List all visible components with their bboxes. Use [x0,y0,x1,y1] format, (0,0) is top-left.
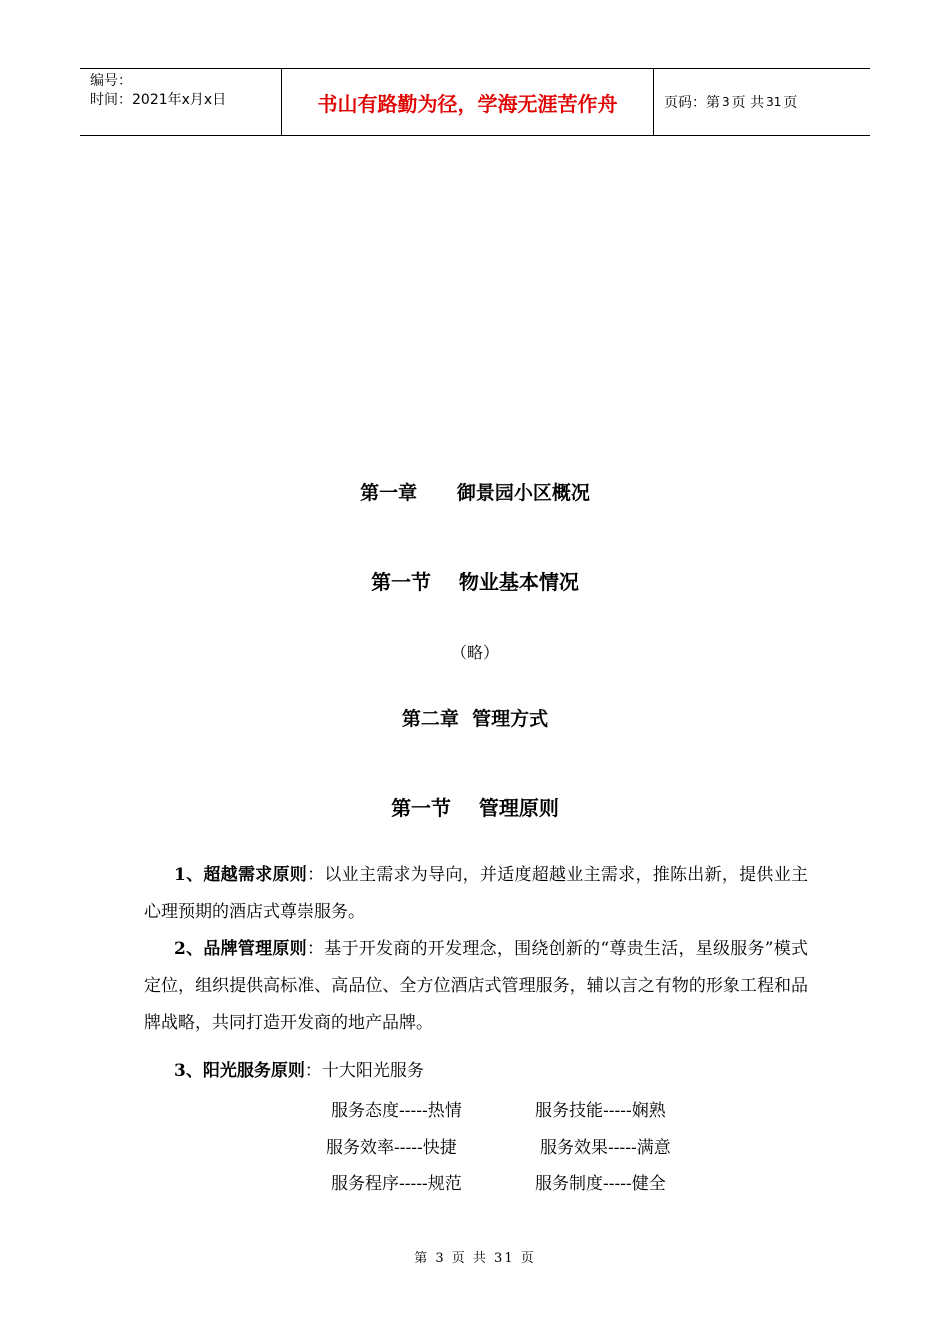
page-footer: 第 3 页 共 31 页 [414,1251,536,1266]
service-item: 服务态度-----热情 [331,1101,462,1121]
page-prefix: 页码：第 [664,95,720,111]
principle-1-term: 1、超越需求原则 [174,865,308,885]
document-time-label: 时间：2021年x月x日 [90,92,227,108]
header-info-cell [80,69,281,135]
service-item: 服务制度-----健全 [535,1174,666,1194]
service-item: 服务效果-----满意 [540,1138,671,1158]
section-1-1-title: 第一节 物业基本情况 [371,570,579,594]
principle-2 [144,931,808,1042]
document-number-label: 编号： [90,73,132,89]
service-row [0,1169,950,1193]
page-suffix: 页 [783,95,798,111]
service-row [0,1133,950,1157]
service-row [0,1096,950,1120]
principle-1-text: ：以业主需求为导向，并适度超越业主需求，推陈出新，提供业主心理预期的酒店式尊崇服务。 [144,865,808,922]
page-header [80,68,870,136]
header-page-indicator [654,69,870,135]
page-mid: 页 共 [731,95,765,111]
page-current: 3 [722,95,730,109]
header-motto: 书山有路勤为径，学海无涯苦作舟 [281,69,654,135]
chapter-1-title: 第一章 御景园小区概况 [360,482,590,504]
principle-3-text: ：十大阳光服务 [304,1061,424,1081]
principle-3 [144,1053,808,1090]
principle-3-term: 3、阳光服务原则 [174,1061,305,1081]
principle-2-text: ：基于开发商的开发理念，围绕创新的“尊贵生活，星级服务”模式定位，组织提供高标准、高品位、全方位酒店式管理服务，辅以言之有物的形象工程和品牌战略，共同打造开发商的地产品牌。 [144,939,808,1033]
principle-2-term: 2、品牌管理原则 [174,939,307,959]
section-2-1-title: 第一节 管理原则 [391,796,559,820]
page-total: 31 [766,95,782,109]
service-item: 服务效率-----快捷 [326,1138,457,1158]
chapter-2-title: 第二章 管理方式 [401,708,549,730]
service-item: 服务技能-----娴熟 [535,1101,666,1121]
principle-1 [144,857,808,931]
section-1-1-note: （略） [450,643,499,662]
service-item: 服务程序-----规范 [331,1174,462,1194]
